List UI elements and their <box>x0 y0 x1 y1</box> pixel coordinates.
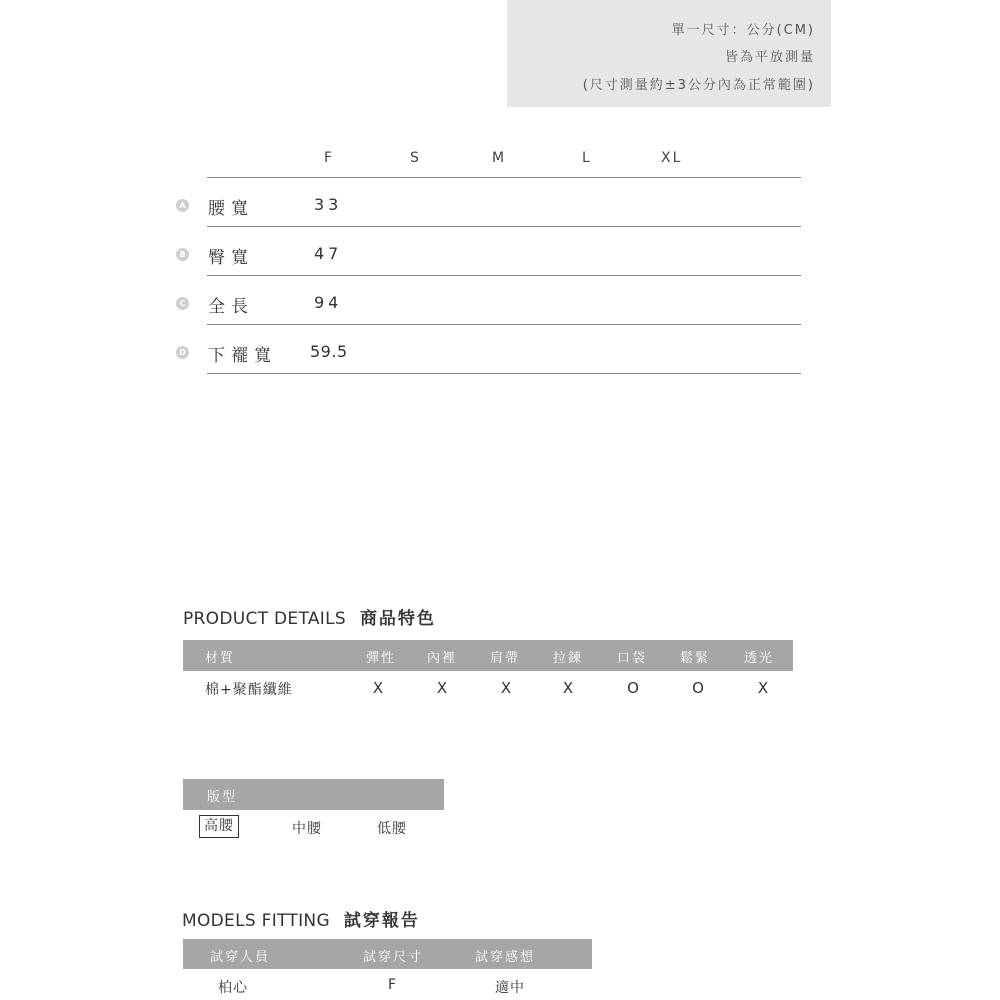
divider <box>207 373 801 374</box>
notice-tolerance: (尺寸測量約±3公分內為正常範圍) <box>582 78 815 93</box>
row-value-hip: 47 <box>314 244 343 263</box>
models-fitting-title <box>182 906 420 931</box>
size-col-xl: XL <box>661 150 683 166</box>
fit-option-mid-waist: 中腰 <box>292 821 322 837</box>
models-fitting-title-zh: 試穿報告 <box>343 911 420 931</box>
value-elasticity: X <box>372 679 384 697</box>
header-zipper: 拉鍊 <box>553 651 584 666</box>
size-col-l: L <box>582 150 592 166</box>
badge-d: D <box>176 346 189 359</box>
model-size: F <box>388 977 398 993</box>
model-impression: 適中 <box>495 980 525 996</box>
header-elasticity: 彈性 <box>366 651 397 666</box>
size-col-m: M <box>492 150 507 166</box>
header-strap: 肩帶 <box>490 651 521 666</box>
row-label-hip: 臀寬 <box>208 248 254 268</box>
model-name: 柏心 <box>218 980 248 996</box>
product-details-title <box>183 604 436 629</box>
notice-method: 皆為平放測量 <box>724 50 815 65</box>
value-zipper: X <box>562 679 574 697</box>
value-sheer: X <box>757 679 769 697</box>
row-value-length: 94 <box>314 293 343 312</box>
value-strap: X <box>500 679 512 697</box>
measurement-notice <box>507 0 831 107</box>
header-size-tried: 試穿尺寸 <box>363 950 424 965</box>
fit-option-low-waist: 低腰 <box>377 821 407 837</box>
row-label-hem: 下襬寬 <box>208 346 277 366</box>
header-impression: 試穿感想 <box>475 950 536 965</box>
header-waistband: 鬆緊 <box>680 651 711 666</box>
header-lining: 內裡 <box>427 651 458 666</box>
badge-b: B <box>176 248 189 261</box>
value-material: 棉+聚酯纖維 <box>205 682 293 698</box>
badge-c: C <box>176 297 189 310</box>
divider <box>207 177 801 178</box>
header-model: 試穿人員 <box>210 950 271 965</box>
models-fitting-header <box>183 939 592 969</box>
value-pocket: O <box>627 679 639 697</box>
row-label-length: 全長 <box>208 297 254 317</box>
fit-header-label: 版型 <box>207 790 238 805</box>
row-label-waist: 腰寬 <box>208 199 254 219</box>
size-col-s: S <box>410 150 421 166</box>
notice-unit: 單一尺寸：公分(CM) <box>671 23 815 38</box>
product-details-title-en: PRODUCT DETAILS <box>183 609 346 629</box>
header-sheer: 透光 <box>744 651 775 666</box>
size-col-f: F <box>324 150 335 166</box>
row-value-hem: 59.5 <box>310 342 348 361</box>
value-lining: X <box>436 679 448 697</box>
fit-option-high-waist-selected: 高腰 <box>199 815 239 838</box>
product-details-header <box>183 640 793 671</box>
divider <box>207 324 801 325</box>
header-material: 材質 <box>205 651 236 666</box>
product-details-title-zh: 商品特色 <box>359 609 436 629</box>
header-pocket: 口袋 <box>617 651 648 666</box>
divider <box>207 275 801 276</box>
divider <box>207 226 801 227</box>
fit-header <box>183 779 444 810</box>
models-fitting-title-en: MODELS FITTING <box>182 911 330 931</box>
badge-a: A <box>176 199 189 212</box>
value-waistband: O <box>692 679 704 697</box>
row-value-waist: 33 <box>314 195 343 214</box>
